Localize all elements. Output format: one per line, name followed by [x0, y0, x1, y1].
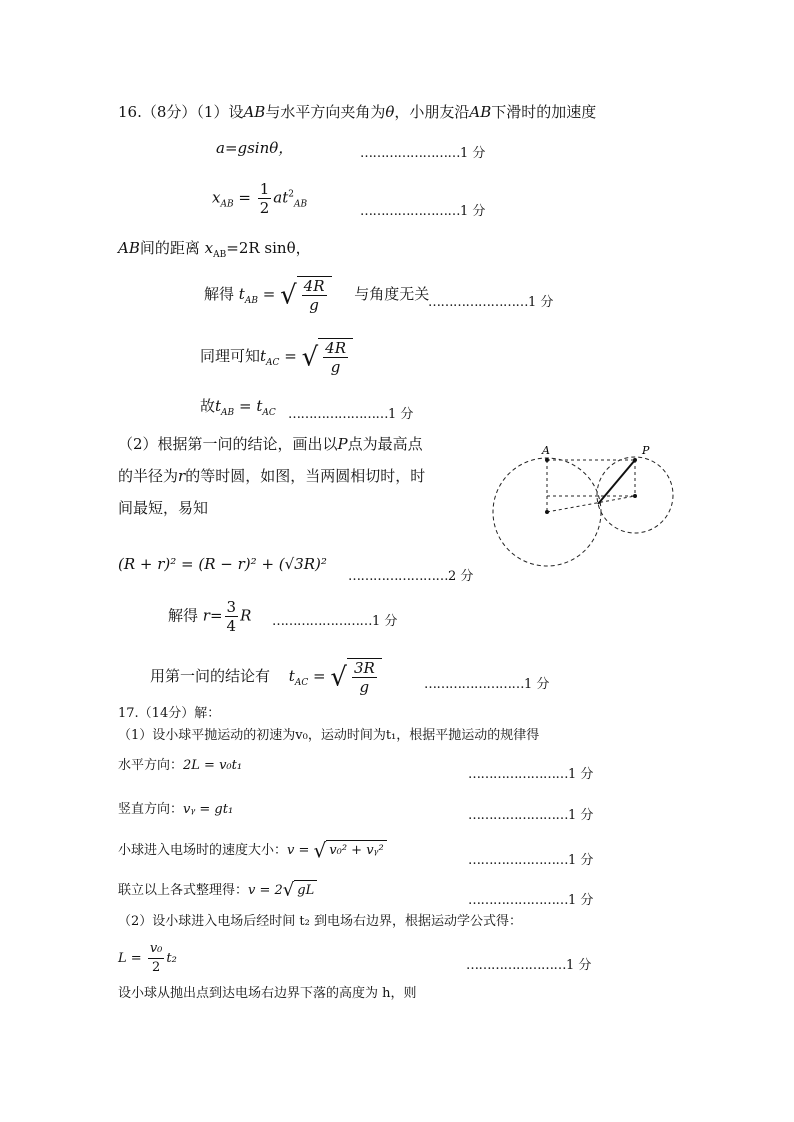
sqrt-symbol: √: [330, 662, 347, 693]
q16-solve-r: [168, 598, 251, 635]
q16-r-eq: r=: [202, 606, 223, 625]
q16-eq-sign: =: [262, 285, 276, 303]
score-row: [360, 142, 485, 161]
score-dots: ……………………: [468, 893, 568, 908]
q17-combine-label: 联立以上各式整理得：: [118, 883, 249, 898]
q16-sqrt-3R-g: [330, 658, 381, 696]
sqrt-symbol: √: [280, 280, 297, 311]
score-row: [468, 763, 593, 782]
score-value: 1 分: [568, 767, 594, 782]
score-value: 1 分: [528, 295, 554, 310]
q16-part2-line2: [118, 466, 425, 486]
score-dots: ……………………: [428, 295, 528, 310]
score-dots: ……………………: [272, 614, 372, 629]
frac-num: 1: [259, 180, 270, 198]
score-dots: ……………………: [468, 808, 568, 823]
q16-t: t: [256, 397, 263, 415]
q17-speed-sqrt: [314, 840, 387, 861]
frac-den: 2: [151, 960, 161, 975]
score-dots: ……………………: [360, 204, 460, 219]
sqrt-symbol: √: [313, 838, 327, 863]
center-small: [633, 494, 637, 498]
q16-t-sub: AB: [221, 408, 235, 418]
q16-part2-line3: 间最短，易知: [118, 499, 209, 517]
q16-at-sup: 2: [288, 189, 294, 200]
score-row: [428, 291, 553, 310]
score-row: [466, 954, 591, 973]
q16-ab-label: AB: [243, 103, 266, 121]
q16-dist-ab: AB: [118, 239, 140, 257]
label-P: P: [642, 444, 650, 457]
q17-combine-rad: gL: [294, 880, 317, 901]
q16-dist-sub: AB: [213, 250, 227, 260]
q16-dist-line: [118, 238, 311, 265]
q16-similar-tac: [200, 338, 353, 376]
score-row: [348, 565, 473, 584]
q16-sqrt-4R-g: [280, 276, 331, 314]
q16-at-sub: AB: [294, 199, 308, 210]
q17-part2: （2）设小球进入电场后经时间 t₂ 到电场右边界，根据运动学公式得：: [118, 914, 522, 929]
label-A: A: [542, 444, 550, 457]
center-large: [545, 510, 549, 514]
q16-main-eq: (R + r)² = (R − r)² + (√3R)²: [118, 555, 327, 573]
q16-solve-label: 解得: [204, 285, 235, 303]
q17-speed-rad: v₀² + vᵧ²: [326, 840, 386, 861]
q17-speed-lhs: v =: [287, 843, 310, 858]
q17-head: 17.（14分）解：: [118, 706, 221, 721]
q16-intro-head: 16.（8分）（1）设: [118, 103, 244, 121]
score-dots: ……………………: [466, 958, 566, 973]
score-value: 2 分: [448, 569, 474, 584]
q17-vert-label: 竖直方向：: [118, 802, 184, 817]
sqrt-frac: [302, 277, 327, 314]
score-row: [288, 403, 413, 422]
q16-t: t: [215, 397, 222, 415]
sqrt-symbol: √: [301, 342, 319, 373]
score-value: 1 分: [388, 407, 414, 422]
score-value: 1 分: [460, 146, 486, 161]
q16-intro-2: 与水平方向夹角为: [265, 103, 386, 121]
q16-dist-text: 间的距离: [139, 239, 200, 257]
q16-t: t: [288, 667, 295, 685]
q16-part2-line1: [118, 434, 423, 454]
frac-num: 4R: [303, 277, 325, 295]
q16-ab-label-2: AB: [469, 103, 492, 121]
q17-last-line: 设小球从抛出点到达电场右边界下落的高度为 h，则: [118, 986, 417, 1001]
score-value: 1 分: [568, 808, 594, 823]
q17-L-lhs: L =: [118, 951, 142, 966]
q16-solve-r-label: 解得: [168, 606, 199, 625]
frac-den: g: [330, 358, 341, 376]
frac-num: v₀: [148, 940, 165, 959]
q16-eq-sign: =: [238, 397, 252, 415]
q17-speed: [118, 840, 387, 861]
score-dots: ……………………: [288, 407, 388, 422]
q16-hence-line: [200, 396, 276, 423]
sqrt-symbol: √: [282, 879, 295, 901]
score-row: [424, 673, 549, 692]
q16-p2-b: 点为最高点: [347, 435, 423, 453]
score-value: 1 分: [568, 893, 594, 908]
q16-use-label: 用第一问的结论有: [150, 667, 271, 685]
q16-hence-label: 故: [200, 397, 216, 415]
frac-den: g: [309, 296, 319, 314]
q16-p2-P: P: [337, 435, 348, 453]
score-dots: ……………………: [468, 853, 568, 868]
q17-horiz-eq: 2L = v₀t₁: [183, 758, 243, 773]
score-dots: ……………………: [360, 146, 460, 161]
q16-sqrt-4R-g: [302, 338, 353, 376]
q16-t-sub: AC: [266, 358, 280, 368]
q17-horiz: [118, 756, 242, 776]
q16-solve-tab: [204, 276, 429, 314]
q16-t-sub: AC: [294, 678, 309, 688]
frac-num: 3R: [353, 659, 375, 677]
q16-t: t: [238, 285, 245, 303]
q16-intro-3: ，小朋友沿: [394, 103, 470, 121]
sqrt-frac: [352, 659, 377, 696]
q17-combine-eq: v = 2: [248, 883, 283, 898]
q16-t: t: [260, 347, 267, 365]
q16-p2-r: r: [178, 467, 186, 485]
q17-vert-eq: vᵧ = gt₁: [183, 802, 234, 817]
q16-xab-sub: AB: [220, 199, 234, 210]
center-connector: [547, 496, 635, 512]
score-dots: ……………………: [468, 767, 568, 782]
q17-combine-sqrt: [283, 880, 317, 901]
score-value: 1 分: [372, 614, 398, 629]
q16-figure: [490, 440, 680, 570]
score-row: [272, 610, 397, 629]
q16-at: at: [273, 188, 289, 207]
point-A: [545, 458, 549, 462]
q16-p2-c: 的半径为: [118, 467, 179, 485]
q17-part1: （1）设小球平抛运动的初速为v₀，运动时间为t₁，根据平抛运动的规律得: [118, 728, 540, 743]
q16-t-sub: AB: [244, 296, 258, 306]
score-dots: ……………………: [348, 569, 448, 584]
q16-similarly-label: 同理可知: [200, 347, 261, 365]
q17-horiz-label: 水平方向：: [118, 758, 184, 773]
q17-combine: [118, 880, 317, 901]
q17-vert: [118, 800, 233, 820]
sqrt-frac: [323, 339, 348, 376]
frac-den: 2: [259, 199, 270, 217]
q16-dist-rhs: =2R sinθ，: [226, 239, 311, 257]
q16-eq-sign: =: [313, 667, 326, 685]
score-row: [360, 200, 485, 219]
q16-p2-a: （2）根据第一问的结论，画出以: [118, 435, 338, 453]
q16-three-quarters: [225, 598, 239, 635]
q16-theta: θ: [385, 103, 395, 121]
frac-num: 4R: [325, 339, 346, 357]
q16-xab-lhs: x: [212, 188, 221, 207]
q16-p2-d: 的等时圆，如图，当两圆相切时，时: [185, 467, 426, 485]
q16-intro-4: 下滑时的加速度: [491, 103, 597, 121]
q16-intro-line: [118, 102, 596, 122]
score-row: [468, 889, 593, 908]
point-P: [633, 458, 637, 462]
q16-use-result: [150, 658, 382, 696]
q16-accel-eq: a=gsinθ，: [216, 139, 294, 157]
q17-v0-half: [148, 940, 165, 977]
q16-angle-note: 与角度无关: [354, 285, 430, 303]
frac-num: 3: [226, 598, 237, 616]
q16-xab-eq: [212, 180, 307, 217]
q16-eq-sign: =: [284, 347, 297, 365]
q16-dist-x: x: [204, 239, 214, 257]
score-value: 1 分: [460, 204, 486, 219]
frac-den: 4: [226, 617, 237, 635]
score-row: [468, 849, 593, 868]
q16-t-sub: AC: [262, 408, 276, 418]
score-row: [468, 804, 593, 823]
q16-eq-sign: =: [238, 188, 251, 207]
score-value: 1 分: [524, 677, 550, 692]
q16-half-frac: [258, 180, 272, 217]
score-value: 1 分: [568, 853, 594, 868]
q16-R: R: [240, 606, 252, 625]
chord-line: [598, 460, 635, 504]
score-dots: ……………………: [424, 677, 524, 692]
q17-speed-label: 小球进入电场时的速度大小：: [118, 843, 288, 858]
score-value: 1 分: [566, 958, 592, 973]
frac-den: g: [359, 678, 370, 696]
q17-L-eq: [118, 940, 177, 977]
q17-t2: t₂: [166, 951, 177, 966]
